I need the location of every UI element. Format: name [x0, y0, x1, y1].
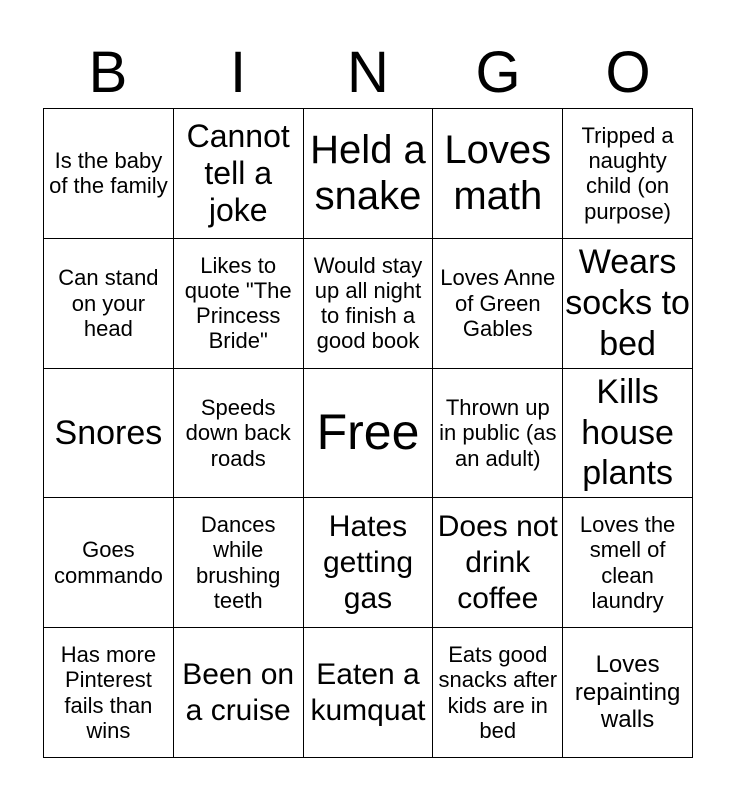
bingo-cell[interactable]: [563, 239, 693, 369]
bingo-cell[interactable]: [44, 109, 174, 239]
bingo-cell[interactable]: [304, 109, 434, 239]
cell-text: Been on a cruise: [182, 657, 295, 727]
cell-text: Can stand on your head: [58, 265, 159, 341]
cell-text: Tripped a naughty child (on purpose): [581, 122, 674, 224]
bingo-cell[interactable]: [563, 369, 693, 499]
cell-text: Has more Pinterest fails than wins: [60, 642, 157, 743]
bingo-cell[interactable]: [174, 498, 304, 628]
cell-text: Dances while brushing teeth: [196, 512, 281, 614]
bingo-cell[interactable]: [563, 628, 693, 758]
cell-text: Kills house plants: [581, 372, 674, 493]
cell-text: Would stay up all night to finish a good book: [313, 252, 423, 354]
bingo-cell[interactable]: [174, 109, 304, 239]
bingo-cell[interactable]: [563, 498, 693, 628]
cell-text: Wears socks to bed: [565, 243, 690, 363]
cell-text: Loves Anne of Green Gables: [440, 265, 556, 341]
cell-text: Thrown up in public (as an adult): [439, 395, 557, 471]
bingo-cell[interactable]: [433, 109, 563, 239]
cell-text: Loves math: [444, 128, 552, 219]
bingo-cell[interactable]: [563, 109, 693, 239]
bingo-cell[interactable]: [44, 239, 174, 369]
cell-text: Held a snake: [310, 128, 426, 219]
bingo-cell[interactable]: [304, 498, 434, 628]
cell-text: Hates getting gas: [322, 509, 414, 615]
bingo-cell[interactable]: [433, 369, 563, 499]
header-letter-i: I: [229, 40, 247, 105]
bingo-cell[interactable]: [433, 628, 563, 758]
bingo-cell[interactable]: [44, 498, 174, 628]
cell-text: Is the baby of the family: [49, 148, 168, 199]
bingo-cell[interactable]: [174, 628, 304, 758]
cell-text: Speeds down back roads: [185, 395, 291, 471]
cell-text: Loves the smell of clean laundry: [579, 512, 676, 614]
header-letter-n: N: [347, 40, 389, 105]
cell-text: Snores: [54, 413, 163, 452]
header-letter-g: G: [475, 40, 521, 105]
cell-text: Free: [316, 404, 420, 461]
bingo-cell[interactable]: [433, 239, 563, 369]
cell-text: Does not drink coffee: [437, 509, 558, 615]
bingo-cell[interactable]: [174, 239, 304, 369]
bingo-cell[interactable]: [304, 239, 434, 369]
cell-text: Goes commando: [53, 537, 163, 588]
bingo-grid: [43, 108, 693, 758]
bingo-cell[interactable]: [174, 369, 304, 499]
cell-text: Eats good snacks after kids are in bed: [438, 642, 558, 743]
cell-text: Cannot tell a joke: [186, 118, 290, 228]
bingo-header: [0, 38, 736, 108]
header-letter-b: B: [88, 40, 128, 105]
cell-text: Likes to quote "The Princess Bride": [184, 252, 292, 354]
bingo-cell[interactable]: [44, 628, 174, 758]
bingo-cell[interactable]: [433, 498, 563, 628]
free-space[interactable]: [304, 369, 434, 499]
cell-text: Loves repainting walls: [574, 651, 681, 734]
bingo-cell[interactable]: [304, 628, 434, 758]
cell-text: Eaten a kumquat: [310, 657, 426, 727]
header-letter-o: O: [605, 40, 651, 105]
bingo-cell[interactable]: [44, 369, 174, 499]
